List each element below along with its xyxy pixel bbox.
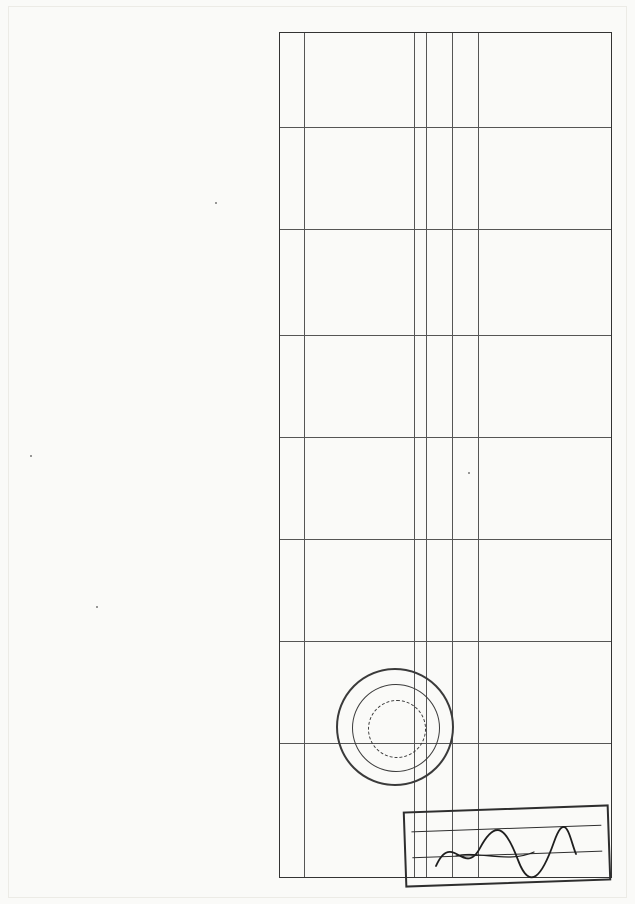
calculation-heading — [232, 400, 272, 406]
table-row-line — [280, 127, 611, 128]
table-column-line — [304, 33, 305, 877]
table-row-line — [280, 437, 611, 438]
table-row-line — [280, 539, 611, 540]
table-row-line — [280, 229, 611, 230]
table-row-line — [280, 335, 611, 336]
table-row-line — [280, 641, 611, 642]
table-column-line — [452, 33, 453, 877]
scan-speck — [96, 606, 98, 608]
page-number — [56, 450, 68, 464]
handwritten-signature — [430, 820, 580, 882]
commission-seal — [336, 668, 454, 786]
table-column-line — [478, 33, 479, 877]
scan-speck — [30, 455, 32, 457]
appendix-title — [90, 235, 200, 241]
scan-speck — [215, 202, 217, 204]
seal-core-ring — [368, 700, 426, 758]
